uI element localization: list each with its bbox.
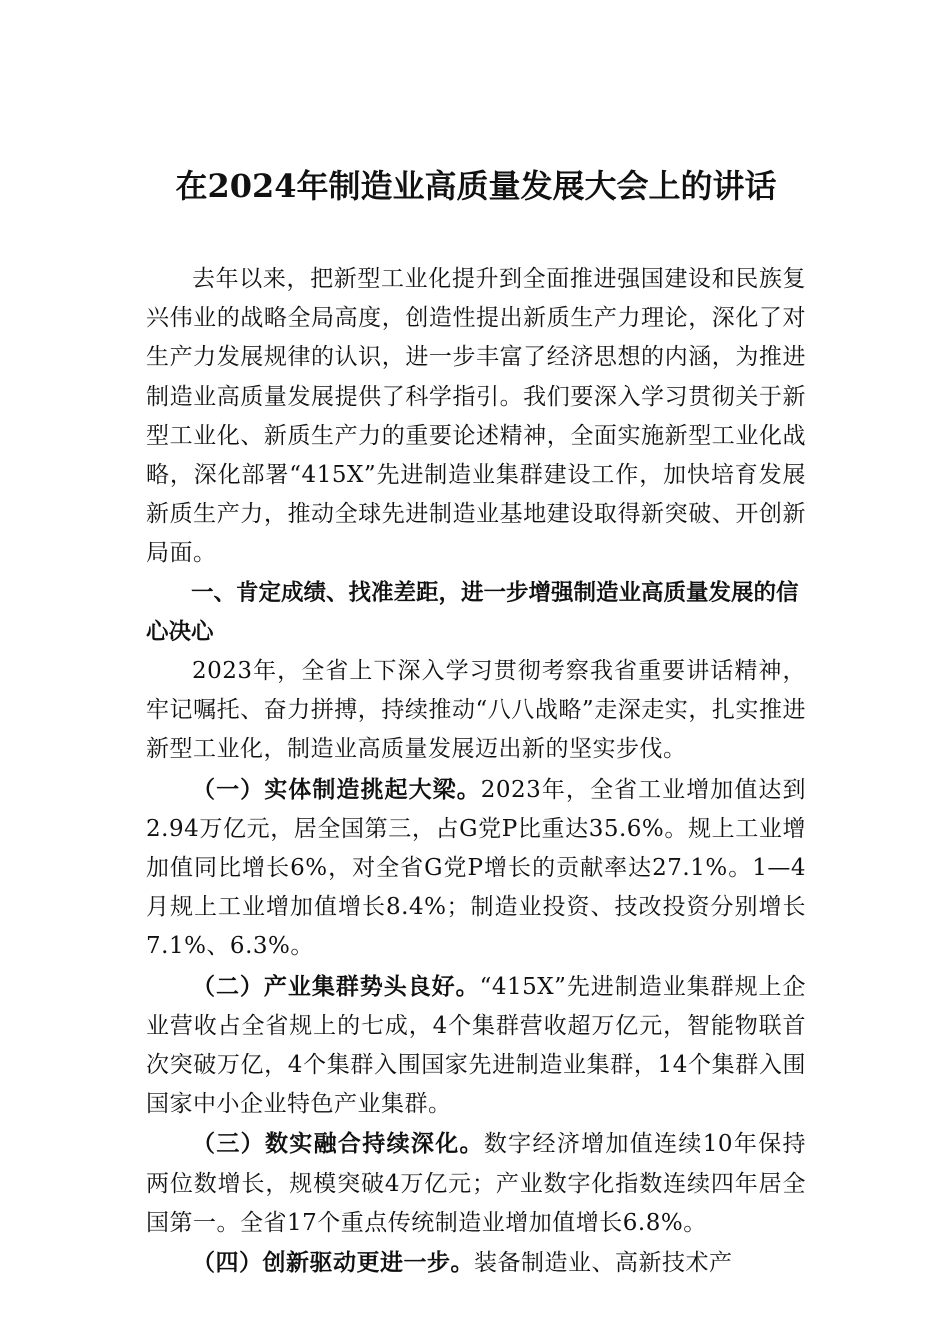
item-text-1: 2023年，全省工业增加值达到2.94万亿元，居全国第三，占G党P比重达35.6%。规上工业增加值同比增长6%，对全省G党P增长的贡献率达27.1%。1—4月规上工业增加值增长8.4%；制造业投资、技改投资分别增长7.1%、6.3%。 [146, 776, 806, 960]
document-page [146, 150, 806, 1283]
item-title-2: （二）产业集群势头良好。 [192, 972, 480, 1000]
item-title-1: （一）实体制造挑起大梁。 [192, 775, 481, 803]
section-intro-paragraph: 2023年，全省上下深入学习贯彻考察我省重要讲话精神，牢记嘱托、奋力拼搏，持续推动“八八战略”走深走实，扎实推进新型工业化，制造业高质量发展迈出新的坚实步伐。 [146, 658, 806, 763]
item-title-4: （四）创新驱动更进一步。 [192, 1249, 474, 1277]
intro-paragraph: 去年以来，把新型工业化提升到全面推进强国建设和民族复兴伟业的战略全局高度，创造性提出新质生产力理论，深化了对生产力发展规律的认识，进一步丰富了经济思想的内涵，为推进制造业高质量发展提供了科学指引。我们要深入学习贯彻关于新型工业化、新质生产力的重要论述精神，全面实施新型工业化战略，深化部署“415X”先进制造业集群建设工作，加快培育发展新质生产力，推动全球先进制造业基地建设取得新突破、开创新局面。 [146, 266, 806, 567]
item-text-3: 数字经济增加值连续10年保持两位数增长，规模突破4万亿元；产业数字化指数连续四年居全国第一。全省17个重点传统制造业增加值增长6.8%。 [146, 1131, 806, 1236]
section-heading: 一、肯定成绩、找准差距，进一步增强制造业高质量发展的信心决心 [146, 579, 799, 645]
item-paragraph-1 [146, 770, 806, 967]
item-paragraph-4 [146, 1243, 806, 1283]
item-paragraph-3 [146, 1124, 806, 1243]
item-paragraph-2 [146, 967, 806, 1125]
item-text-4: 装备制造业、高新技术产 [474, 1250, 733, 1277]
item-title-3: （三）数实融合持续深化。 [192, 1130, 484, 1158]
item-text-2: “415X”先进制造业集群规上企业营收占全省规上的七成，4个集群营收超万亿元，智能物联首次突破万亿，4个集群入围国家先进制造业集群，14个集群入围国家中小企业特色产业集群。 [146, 973, 807, 1118]
document-title: 在2024年制造业高质量发展大会上的讲话 [175, 167, 777, 205]
